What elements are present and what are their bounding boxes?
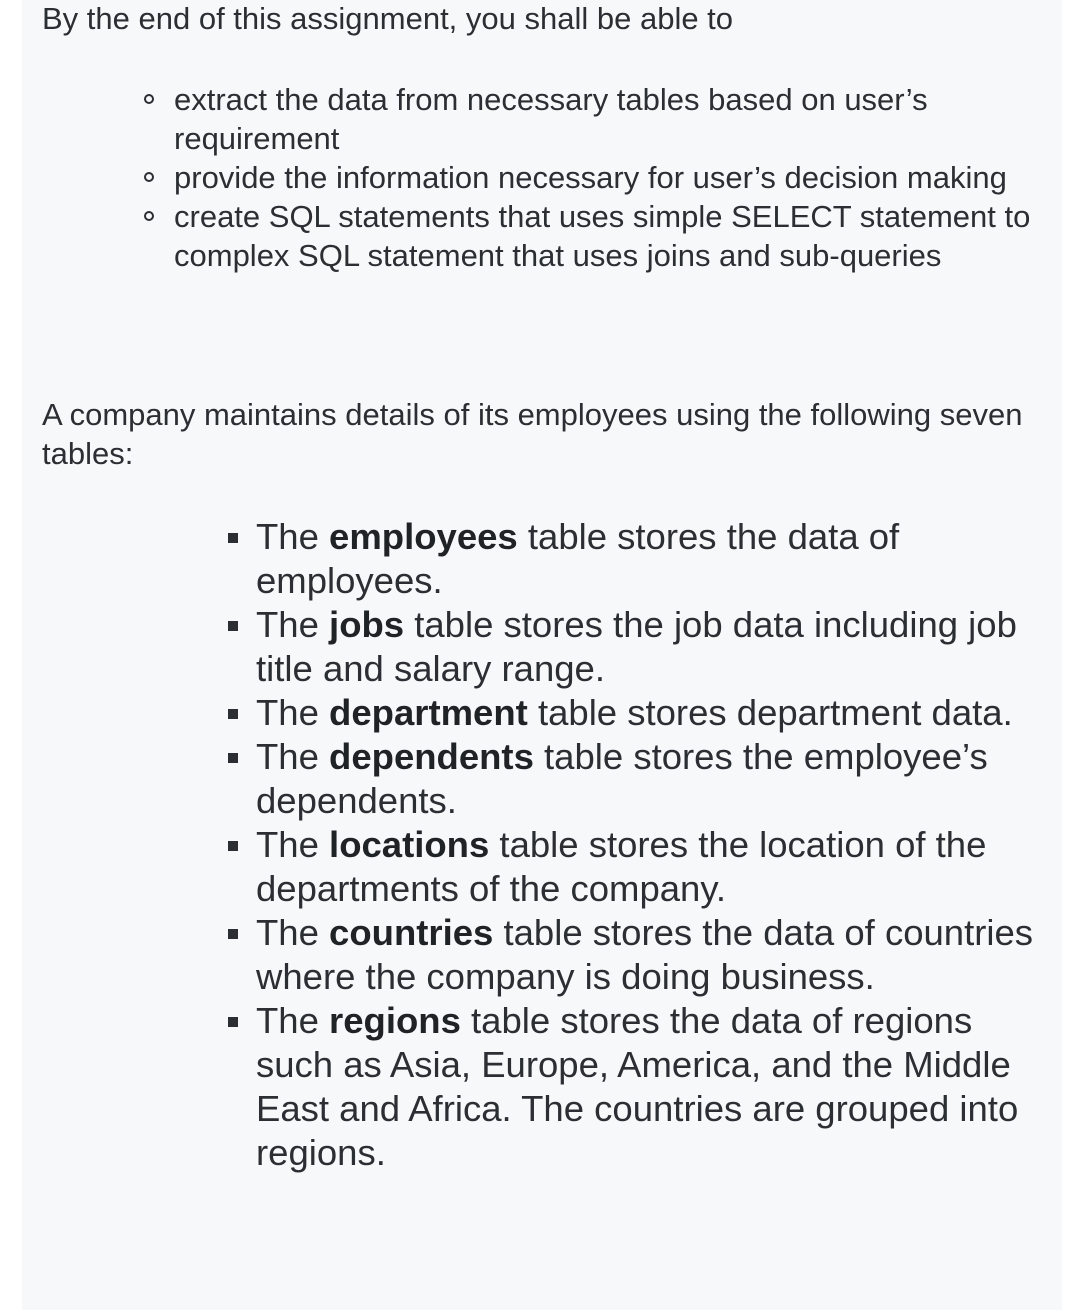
square-bullet-icon: [228, 621, 238, 631]
table-item-description: table stores the employee’s dependents.: [256, 736, 988, 821]
objectives-list: [174, 80, 1034, 275]
objective-text: extract the data from necessary tables based on user’s requirement: [174, 82, 928, 156]
square-bullet-icon: [228, 1017, 238, 1027]
table-item-dependents: [256, 735, 1056, 823]
table-item-description: table stores the job data including job title and salary range.: [256, 604, 1017, 689]
intro-text: By the end of this assignment, you shall be able to: [42, 1, 734, 36]
table-name: employees: [329, 516, 518, 557]
objective-item: [174, 158, 1034, 197]
table-item-prefix: The: [256, 604, 330, 645]
table-item-countries: [256, 911, 1056, 999]
table-name: regions: [329, 1000, 461, 1041]
hollow-circle-bullet-icon: [144, 94, 154, 104]
table-item-jobs: [256, 603, 1056, 691]
table-item-description: table stores the data of regions such as Asia, Europe, America, and the Middle East and Africa. The countries are grouped into regions.: [256, 1000, 1019, 1173]
table-item-prefix: The: [256, 692, 330, 733]
tables-intro-paragraph: A company maintains details of its employees using the following seven tables:: [42, 397, 1023, 471]
table-item-prefix: The: [256, 736, 330, 777]
square-bullet-icon: [228, 841, 238, 851]
table-item-description: table stores department data.: [527, 692, 1013, 733]
table-name: locations: [329, 824, 490, 865]
table-item-regions: [256, 999, 1056, 1175]
objective-item: [174, 197, 1034, 275]
table-item-department: [256, 691, 1056, 735]
hollow-circle-bullet-icon: [144, 172, 154, 182]
objective-item: [174, 80, 1034, 158]
table-item-employees: [256, 515, 1056, 603]
table-item-description: table stores the data of countries where the company is doing business.: [256, 912, 1034, 997]
table-item-prefix: The: [256, 1000, 330, 1041]
table-item-description: table stores the location of the departments of the company.: [256, 824, 987, 909]
table-name: department: [329, 692, 528, 733]
square-bullet-icon: [228, 929, 238, 939]
table-name: jobs: [329, 604, 405, 645]
table-name: dependents: [329, 736, 534, 777]
table-item-prefix: The: [256, 824, 330, 865]
table-item-prefix: The: [256, 516, 330, 557]
square-bullet-icon: [228, 709, 238, 719]
table-item-locations: [256, 823, 1056, 911]
table-item-description: table stores the data of employees.: [256, 516, 900, 601]
table-name: countries: [329, 912, 494, 953]
objective-text: provide the information necessary for user’s decision making: [174, 160, 1007, 195]
objective-text: create SQL statements that uses simple SELECT statement to complex SQL statement that uses joins and sub-queries: [174, 199, 1031, 273]
table-item-prefix: The: [256, 912, 330, 953]
tables-list: [256, 515, 1056, 1175]
hollow-circle-bullet-icon: [144, 211, 154, 221]
square-bullet-icon: [228, 753, 238, 763]
square-bullet-icon: [228, 533, 238, 543]
